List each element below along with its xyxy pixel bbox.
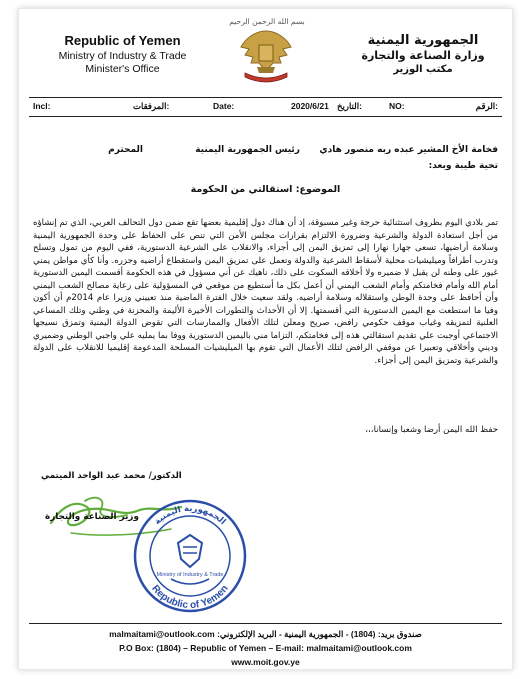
subject-line: الموضوع: استقالتي من الحكومة: [190, 184, 341, 195]
greeting: تحية طيبة وبعد:: [428, 161, 498, 171]
reference-label-ar: الرقم:: [475, 101, 498, 111]
footer-website: www.moit.gov.ye: [231, 657, 300, 667]
attachments-label: المرفقات:: [133, 101, 170, 111]
addressee-title: رئيس الجمهورية اليمنية: [195, 145, 300, 155]
ministry-name-ar: وزارة الصناعة والتجارة: [361, 49, 485, 62]
office-name-ar: مكتب الوزير: [393, 64, 453, 75]
stamp-text-top: الجمهورية اليمنية: [152, 503, 228, 528]
office-name-en: Minister's Office: [85, 63, 160, 75]
svg-text:Republic of Yemen: [149, 583, 230, 611]
stamp-text-mid: Ministry of Industry & Trade: [156, 572, 224, 578]
footer-address-ar: صندوق بريد: (1804) - الجمهورية اليمنية - البريد الإلكتروني: malmaitami@outlook.com: [109, 629, 422, 639]
addressee-honorific: المحترم: [108, 145, 143, 155]
stamp-text-bottom: Republic of Yemen: [149, 583, 231, 612]
date-value: 2020/6/21: [291, 101, 329, 111]
signatory-title: وزير الصناعة والتجارة: [45, 512, 139, 522]
yemen-emblem-icon: [231, 27, 301, 87]
basmala: بسم الله الرحمن الرحيم: [229, 17, 305, 26]
no-label: NO:: [389, 101, 405, 111]
country-name-ar: الجمهورية اليمنية: [367, 33, 479, 48]
closing-line: حفظ الله اليمن أرضا وشعبا وإنسانا،،،: [365, 425, 498, 435]
official-stamp-icon: [131, 497, 249, 615]
date-label: Date:: [213, 101, 235, 111]
signatory-name: الدكتور/ محمد عبد الواحد الميتمي: [41, 471, 182, 481]
addressee-name: فخامة الأخ المشير عبده ربه منصور هادي: [319, 145, 498, 155]
ministry-name-en: Ministry of Industry & Trade: [58, 50, 187, 62]
incl-label: Incl:: [33, 101, 51, 111]
country-name-en: Republic of Yemen: [64, 33, 181, 48]
letter-page: [18, 8, 513, 670]
letter-body: [33, 217, 498, 367]
footer-divider: [29, 623, 502, 624]
footer-address-en: P.O Box: (1804) – Republic of Yemen – E-mail: malmaitami@outlook.com: [119, 643, 412, 653]
header-arabic: [348, 33, 498, 75]
header-english: [35, 33, 210, 75]
date-label-ar: التاريخ:: [337, 101, 362, 111]
body-paragraph: تمر بلادي اليوم بظروف استثنائية حرجة وغير مسبوقة، إذ أن هناك دول إقليمية بعضها تقع ضمن دول التحالف العربي، الذي تم إنشاؤه من أجل استعادة الدولة والشرعية وضرورة الالتزام بقرارات مجلس الأمن التي تنص على الحفاظ على وحدة الجمهورية اليمنية وسلامة أراضيها، تسعى جهارا نهارا إلى تمزيق اليمن إلى أجزاء، والانقلاب على الشرعية الدستورية، ففي اليوم من تمول وتسلح وتدرب أطرافاً وميليشيات محلية لأسقاط الشرعية والدولة وتعمل على تمزيق اليمن واستقطاع أراضيه وجزره. وأنا كأي مواطن يمني غيور على وطنه لن يقبل لا ضميره ولا أخلاقه السكوت على ذلك، ناهيك عن أني مسؤول في هذه الحكومة أقسمت اليمين الدستورية أمام الله وأمام فخامتكم وأمام الشعب اليمني أن أعمل بكل ما أستطيع من موقعي في المسؤولية على رعاية مصالح الشعب اليمني وأن أحافظ على وحدة الوطن واستقلاله وسلامة أراضيه. ولقد سعيت خلال الفترة الماضية منذ تعييني وزيرا عام 2014م أن أكون وفيا ما استطعت مع اليمين الدستورية التي أقسمتها. إلا أن الأحداث والتطورات الأخيرة الأليمة والمحزنة في وطني وتلك المساعي العلنية لتمزيقه وغياب موقف حكومي رافض، صريح ومعلن لتلك الأفعال والممارسات التي تقوض الدولة اليمنية وتمزق نسيجها الاجتماعي أوجبت علي تقديم استقالتي هذه إلى فخامتكم، التزاما مني باليمين الدستورية ووفا بما يمليه علي واجبي الوطني وضميري وديني وأخلاقي وتعبيرا عن موقفي الرافض لتلك الأعمال التي تقوم بها الميليشيات المسلحة المدعومة إقليميا للانقلاب على الدولة والشرعية وتمزيق اليمن إلى أجزاء.: [32, 218, 498, 366]
reference-row: [29, 97, 502, 117]
